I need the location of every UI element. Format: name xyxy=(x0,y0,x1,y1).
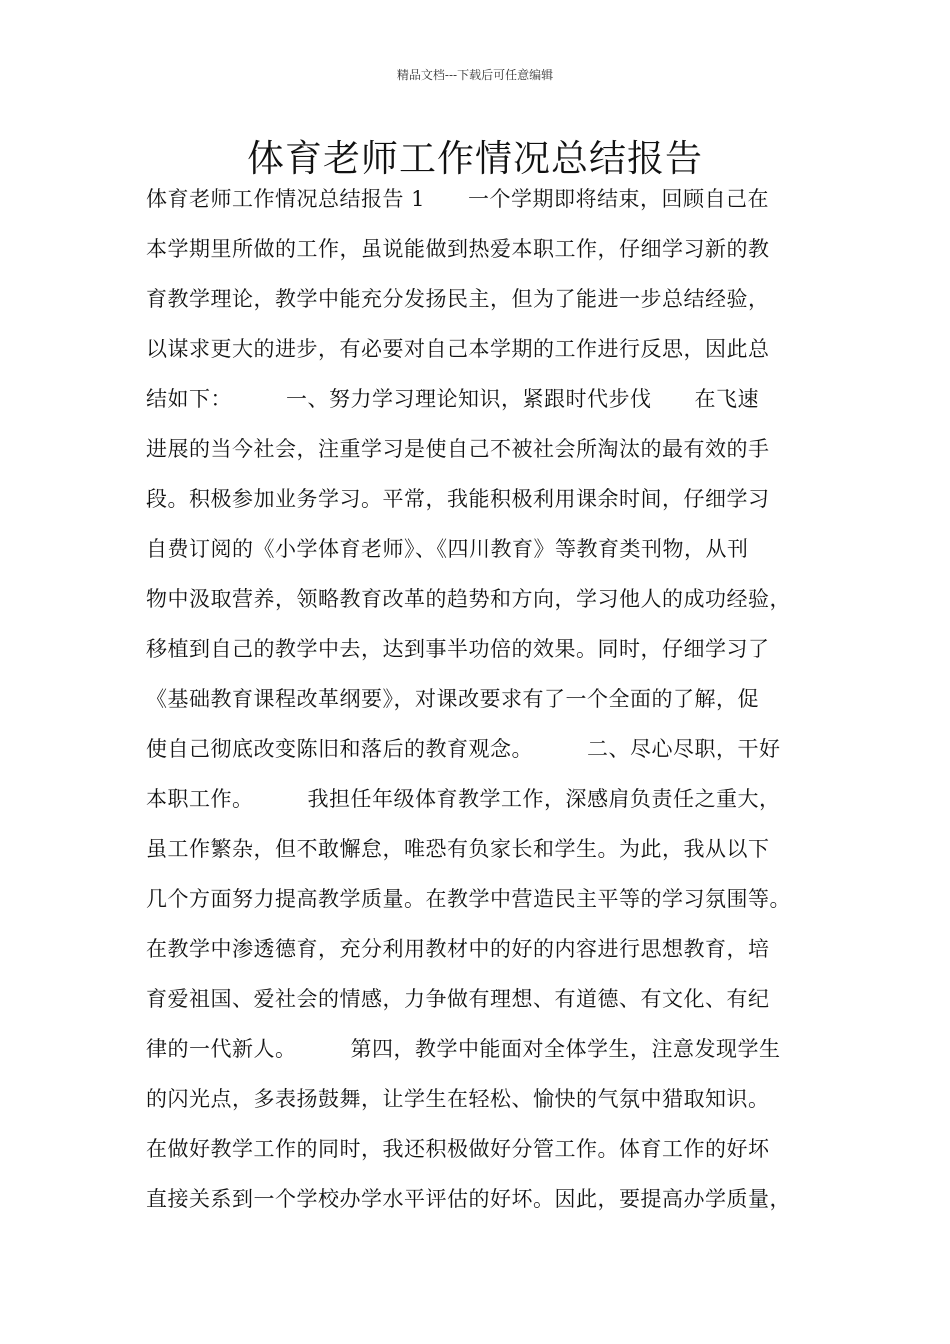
body-line: 直接关系到一个学校办学水平评估的好坏。因此，要提高办学质量， xyxy=(146,1187,791,1211)
body-line: 自费订阅的《小学体育老师》、《四川教育》等教育类刊物，从刊 xyxy=(146,537,749,561)
body-line: 在教学中渗透德育，充分利用教材中的好的内容进行思想教育，培 xyxy=(146,937,770,961)
body-line: 物中汲取营养，领略教育改革的趋势和方向，学习他人的成功经验， xyxy=(146,587,791,611)
body-line: 的闪光点，多表扬鼓舞，让学生在轻松、愉快的气氛中猎取知识。 xyxy=(146,1087,770,1111)
body-line: 使自己彻底改变陈旧和落后的教育观念。 二、尽心尽职，干好 xyxy=(146,737,781,761)
body-line: 结如下： 一、努力学习理论知识，紧跟时代步伐 在飞速 xyxy=(146,387,759,411)
body-line: 体育老师工作情况总结报告 1 一个学期即将结束，回顾自己在 xyxy=(146,187,770,211)
header-note: 精品文档---下载后可任意编辑 xyxy=(396,68,554,82)
document-title: 体育老师工作情况总结报告 xyxy=(247,137,703,180)
body-line: 移植到自己的教学中去，达到事半功倍的效果。同时，仔细学习了 xyxy=(146,637,770,661)
body-line: 段。积极参加业务学习。平常，我能积极利用课余时间，仔细学习 xyxy=(146,487,770,511)
body-line: 《基础教育课程改革纲要》，对课改要求有了一个全面的了解，促 xyxy=(146,687,759,711)
body-line: 本学期里所做的工作，虽说能做到热爱本职工作，仔细学习新的教 xyxy=(146,237,770,261)
body-line: 在做好教学工作的同时，我还积极做好分管工作。体育工作的好坏 xyxy=(146,1137,770,1161)
body-line: 育爱祖国、爱社会的情感，力争做有理想、有道德、有文化、有纪 xyxy=(146,987,770,1011)
body-line: 进展的当今社会，注重学习是使自己不被社会所淘汰的最有效的手 xyxy=(146,437,770,461)
body-line: 本职工作。 我担任年级体育教学工作，深感肩负责任之重大， xyxy=(146,787,781,811)
body-line: 律的一代新人。 第四，教学中能面对全体学生，注意发现学生 xyxy=(146,1037,781,1061)
body-text xyxy=(146,174,826,1224)
body-line: 几个方面努力提高教学质量。在教学中营造民主平等的学习氛围等。 xyxy=(146,887,791,911)
body-line: 虽工作繁杂，但不敢懈怠，唯恐有负家长和学生。为此，我从以下 xyxy=(146,837,770,861)
body-line: 以谋求更大的进步，有必要对自己本学期的工作进行反思，因此总 xyxy=(146,337,770,361)
body-line: 育教学理论，教学中能充分发扬民主，但为了能进一步总结经验， xyxy=(146,287,770,311)
